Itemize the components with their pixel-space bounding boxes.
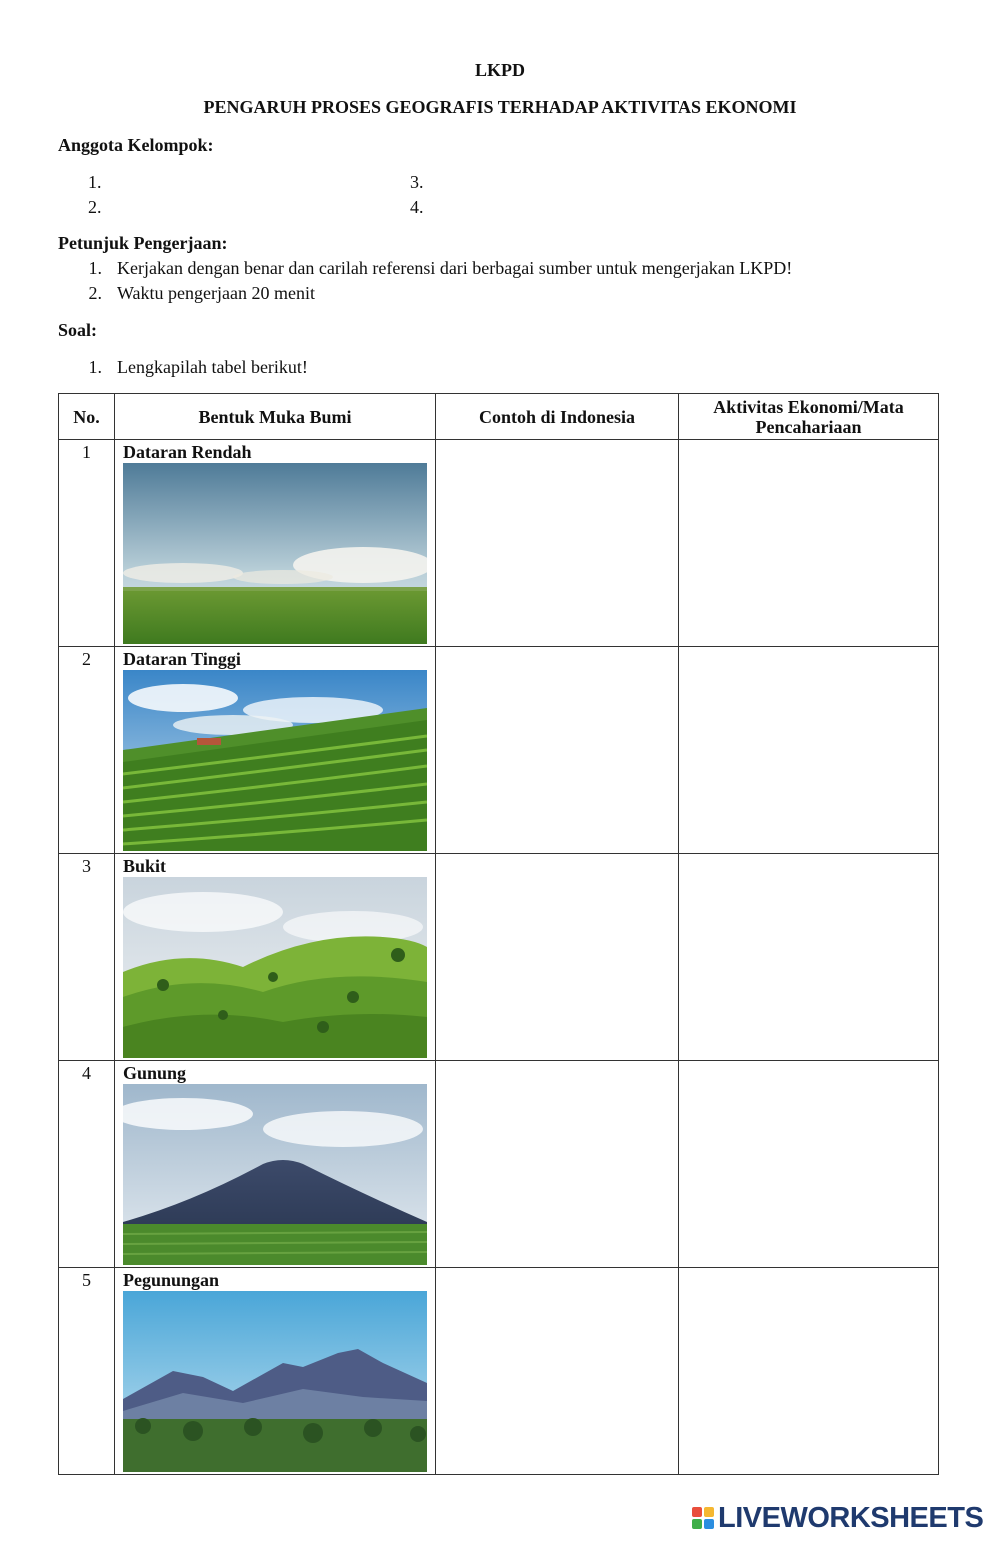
liveworksheets-brand (692, 1503, 983, 1533)
logo-square-red (692, 1507, 702, 1517)
questions-label: Soal: (58, 320, 98, 340)
document-title: LKPD (474, 60, 525, 80)
worksheet-table (58, 393, 939, 1475)
instruction-number: 2. (88, 283, 102, 303)
mountain-photo (123, 1084, 427, 1265)
mountain-range-photo (123, 1291, 427, 1472)
header-example: Contoh di Indonesia (436, 394, 679, 440)
instructions-label: Petunjuk Pengerjaan: (58, 233, 228, 253)
liveworksheets-logo-icon (692, 1507, 714, 1529)
example-cell[interactable] (436, 854, 679, 1061)
table-row (59, 1268, 939, 1475)
document-subtitle: PENGARUH PROSES GEOGRAFIS TERHADAP AKTIVITAS EKONOMI (203, 97, 797, 117)
landform-title: Dataran Tinggi (123, 649, 241, 669)
landform-cell (115, 647, 436, 854)
landform-title: Dataran Rendah (123, 442, 252, 462)
activity-cell[interactable] (679, 647, 939, 854)
example-cell[interactable] (436, 1268, 679, 1475)
group-label: Anggota Kelompok: (58, 135, 214, 155)
instruction-text: Waktu pengerjaan 20 menit (117, 283, 315, 303)
member-2: 2. (88, 197, 102, 217)
activity-cell[interactable] (679, 1268, 939, 1475)
example-cell[interactable] (436, 1061, 679, 1268)
row-number: 5 (59, 1268, 115, 1475)
landform-title: Gunung (123, 1063, 187, 1083)
landform-title: Bukit (123, 856, 167, 876)
instruction-number: 1. (88, 258, 102, 278)
row-number: 2 (59, 647, 115, 854)
highland-photo (123, 670, 427, 851)
header-no: No. (59, 394, 115, 440)
activity-cell[interactable] (679, 854, 939, 1061)
row-number: 1 (59, 440, 115, 647)
member-3: 3. (410, 172, 424, 192)
example-cell[interactable] (436, 440, 679, 647)
lowland-photo (123, 463, 427, 644)
landform-cell (115, 1268, 436, 1475)
table-row (59, 647, 939, 854)
brand-name: LIVEWORKSHEETS (718, 1501, 984, 1534)
example-cell[interactable] (436, 647, 679, 854)
landform-cell (115, 440, 436, 647)
member-1: 1. (88, 172, 102, 192)
row-number: 4 (59, 1061, 115, 1268)
activity-cell[interactable] (679, 1061, 939, 1268)
landform-cell (115, 854, 436, 1061)
row-number: 3 (59, 854, 115, 1061)
header-landform: Bentuk Muka Bumi (115, 394, 436, 440)
landform-title: Pegunungan (123, 1270, 220, 1290)
table-row (59, 1061, 939, 1268)
logo-square-blue (704, 1519, 714, 1529)
table-header-row (59, 394, 939, 440)
member-4: 4. (410, 197, 424, 217)
logo-square-green (692, 1519, 702, 1529)
question-number: 1. (88, 357, 102, 377)
header-activity: Aktivitas Ekonomi/Mata Pencahariaan (679, 394, 939, 440)
landform-cell (115, 1061, 436, 1268)
question-text: Lengkapilah tabel berikut! (117, 357, 308, 377)
instruction-text: Kerjakan dengan benar dan carilah referensi dari berbagai sumber untuk mengerjakan LKPD! (117, 258, 793, 278)
table-row (59, 440, 939, 647)
activity-cell[interactable] (679, 440, 939, 647)
table-row (59, 854, 939, 1061)
hill-photo (123, 877, 427, 1058)
logo-square-yellow (704, 1507, 714, 1517)
